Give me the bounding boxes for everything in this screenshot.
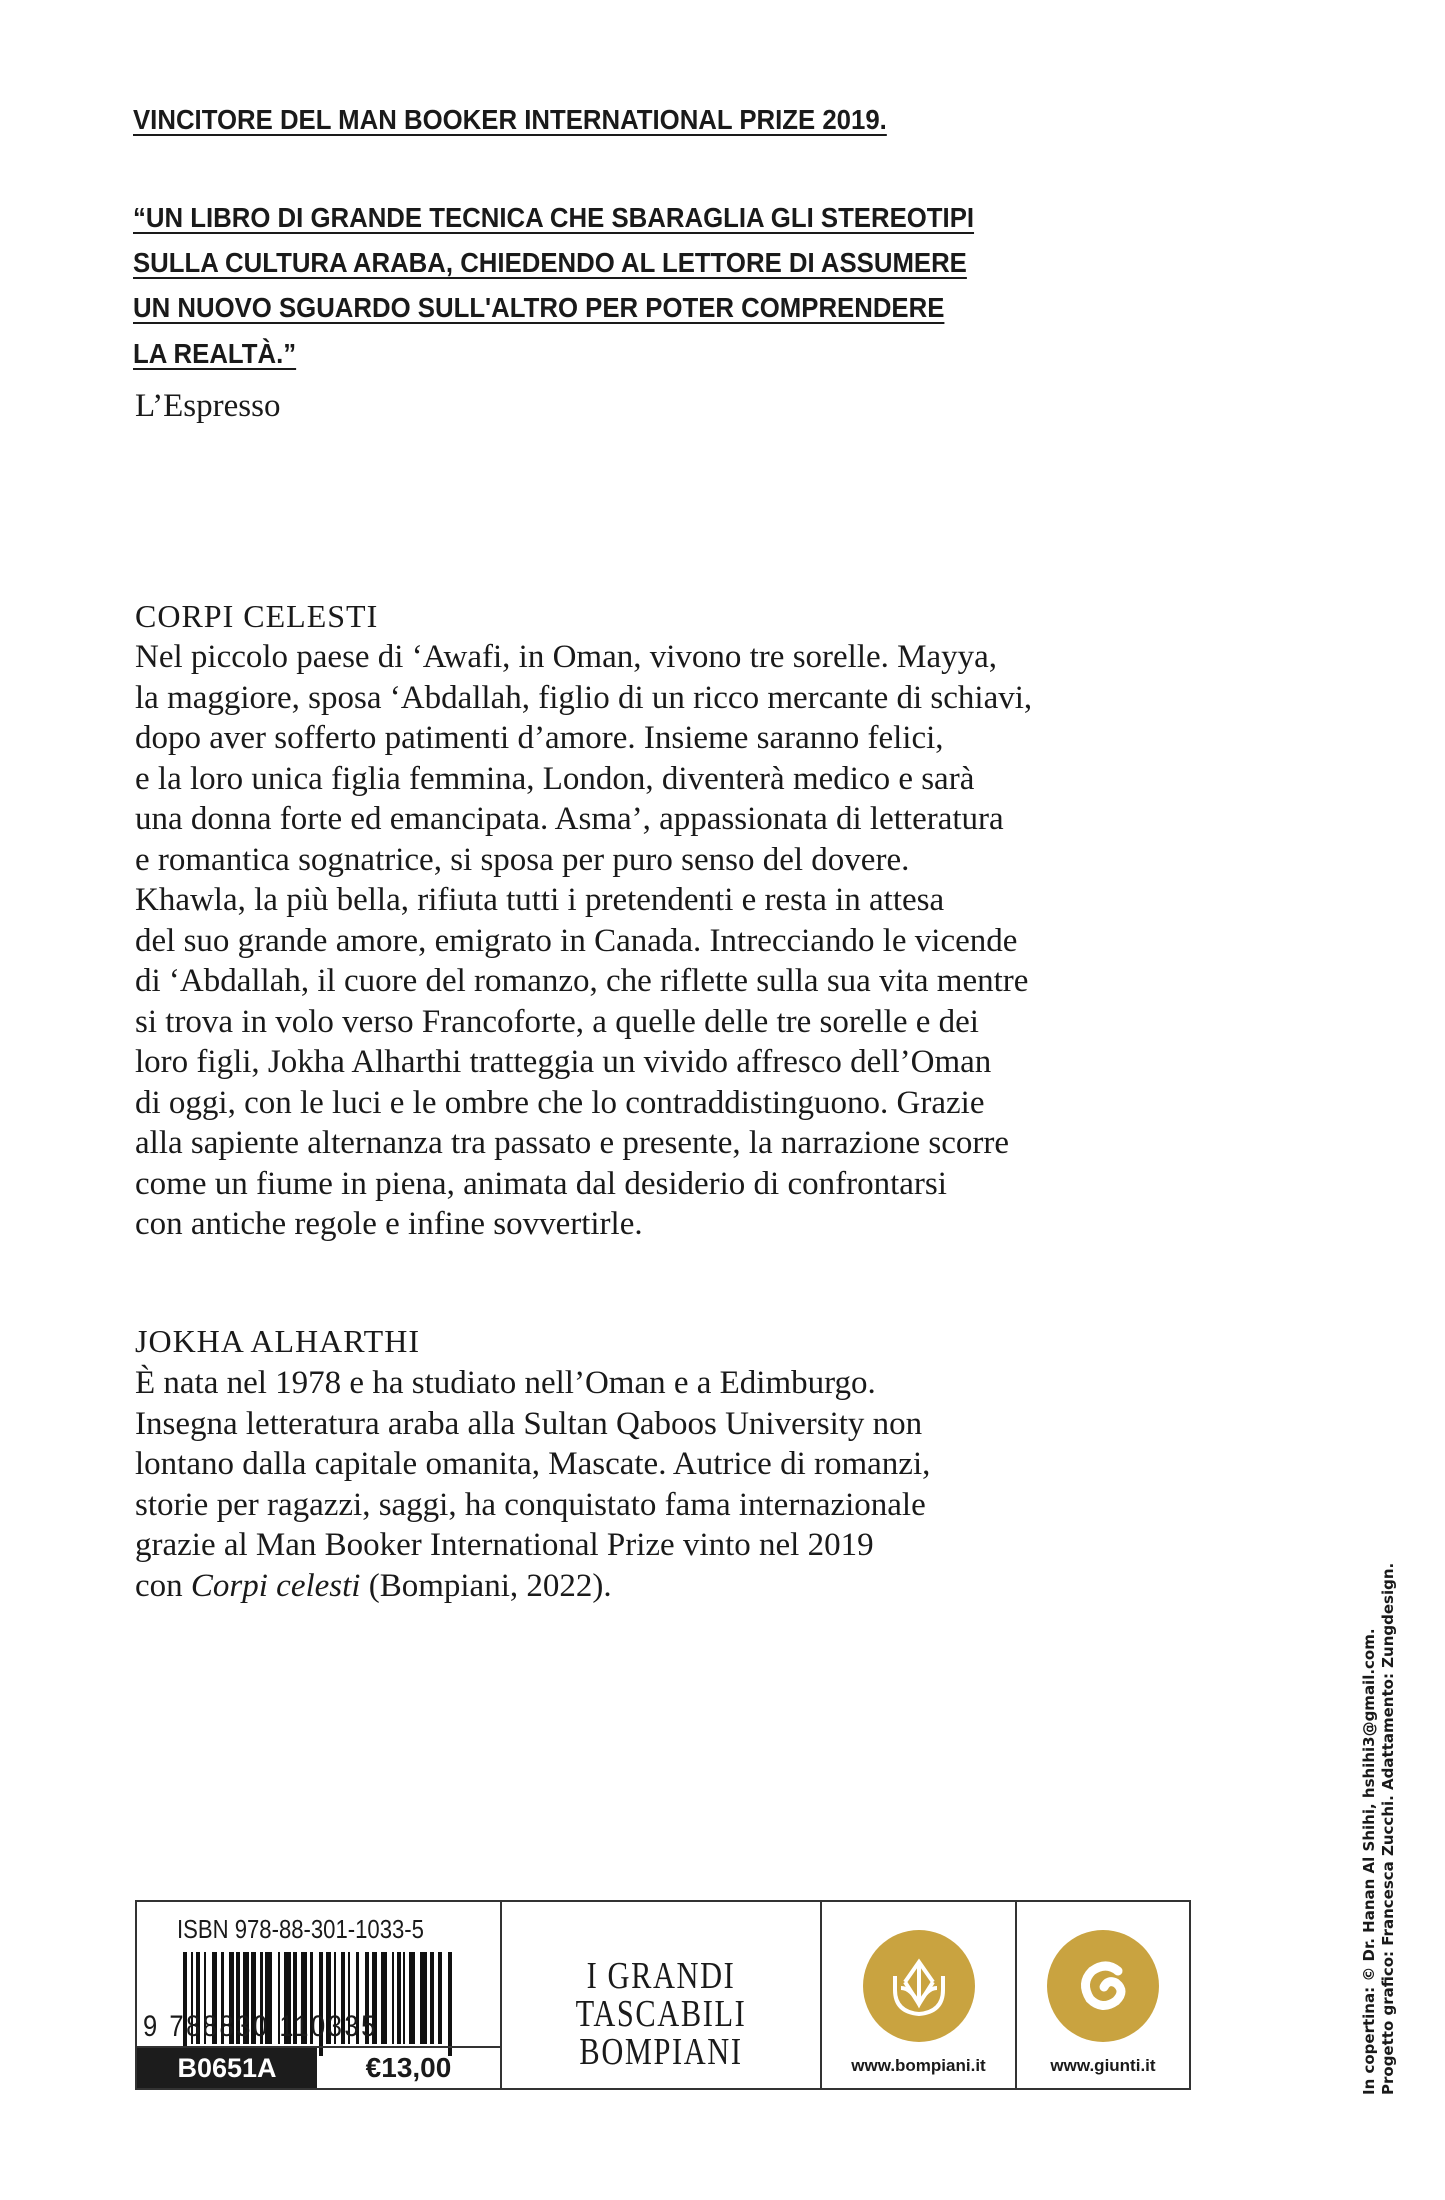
price-row	[137, 2046, 500, 2088]
isbn: ISBN 978-88-301-1033-5	[177, 1914, 424, 1944]
series-line: BOMPIANI	[579, 2031, 743, 2073]
giunti-spiral-logo-icon	[1047, 1930, 1159, 2042]
bompiani-flower-logo-icon	[863, 1930, 975, 2042]
footer-box	[135, 1900, 1191, 2090]
barcode-bar	[403, 1952, 405, 2044]
text-line: e romantica sognatrice, si sposa per puro senso del dovere.	[135, 841, 910, 878]
text-line: È nata nel 1978 e ha studiato nell’Oman e a Edimburgo.	[135, 1365, 876, 1401]
text-line: di oggi, con le luci e le ombre che lo contraddistinguono. Grazie	[135, 1084, 985, 1121]
text-line: del suo grande amore, emigrato in Canada. Intrecciando le vicende	[135, 922, 1018, 959]
price: €13,00	[365, 2052, 452, 2083]
credits-line: Progetto grafico: Francesca Zucchi. Adattamento: Zungdesign.	[1379, 1562, 1397, 2095]
text-line: e la loro unica figlia femmina, London, diventerà medico e sarà	[135, 760, 975, 797]
text-fragment: con	[135, 1567, 191, 1604]
bompiani-panel	[822, 1902, 1017, 2088]
barcode-bar	[448, 1952, 452, 2056]
text-line: si trova in volo verso Francoforte, a quelle delle tre sorelle e dei	[135, 1003, 979, 1040]
book-title: Corpi celesti	[190, 1567, 361, 1604]
text-line: loro figli, Jokha Alharthi tratteggia un vivido affresco dell’Oman	[135, 1044, 992, 1080]
prize-headline: VINCITORE DEL MAN BOOKER INTERNATIONAL PRIZE 2019.	[133, 104, 887, 135]
text-line: Insegna letteratura araba alla Sultan Qaboos University non	[135, 1405, 923, 1442]
text-line: dopo aver sofferto patimenti d’amore. Insieme saranno felici,	[135, 720, 944, 756]
bompiani-url[interactable]: www.bompiani.it	[851, 2056, 986, 2075]
quote-source: L’Espresso	[135, 388, 281, 424]
series-line: TASCABILI	[575, 1993, 747, 2035]
barcode-bar	[392, 1952, 394, 2044]
barcode-panel	[137, 1902, 502, 2088]
synopsis-title: CORPI CELESTI	[135, 598, 379, 634]
cover-credits	[1360, 1563, 1398, 2095]
series-line: I GRANDI	[586, 1955, 736, 1997]
quote-line: LA REALTÀ.”	[133, 338, 297, 369]
author-title: JOKHA ALHARTHI	[135, 1323, 420, 1359]
text-line: come un fiume in piena, animata dal desiderio di confrontarsi	[135, 1165, 947, 1202]
text-line	[135, 1566, 930, 1607]
text-line: Khawla, la più bella, rifiuta tutti i pretendenti e resta in attesa	[135, 882, 945, 918]
giunti-url[interactable]: www.giunti.it	[1050, 2056, 1156, 2075]
series-panel	[502, 1902, 822, 2088]
barcode-bar	[438, 1952, 442, 2044]
text-line: Nel piccolo paese di ‘Awafi, in Oman, vivono tre sorelle. Mayya,	[135, 639, 998, 675]
barcode-bar	[409, 1952, 415, 2044]
barcode-digits: 9 788830 110335	[143, 2010, 378, 2043]
text-fragment: (Bompiani, 2022).	[360, 1567, 612, 1604]
quote-line: “UN LIBRO DI GRANDE TECNICA CHE SBARAGLIA GLI STEREOTIPI	[133, 202, 975, 233]
synopsis-text	[135, 637, 1032, 1245]
credits-line: In copertina: © Dr. Hanan Al Shihi, hshihi3@gmail.com.	[1360, 1628, 1378, 2095]
quote-line: SULLA CULTURA ARABA, CHIEDENDO AL LETTORE DI ASSUMERE	[133, 247, 967, 278]
text-line: alla sapiente alternanza tra passato e presente, la narrazione scorre	[135, 1125, 1010, 1161]
text-line: storie per ragazzi, saggi, ha conquistato fama internazionale	[135, 1486, 926, 1523]
text-line: una donna forte ed emancipata. Asma’, appassionata di letteratura	[135, 801, 1004, 837]
text-line: di ‘Abdallah, il cuore del romanzo, che riflette sulla sua vita mentre	[135, 963, 1029, 999]
giunti-panel	[1017, 1902, 1189, 2088]
text-line: la maggiore, sposa ‘Abdallah, figlio di un ricco mercante di schiavi,	[135, 679, 1033, 716]
text-line: con antiche regole e infine sovvertirle.	[135, 1206, 643, 1242]
barcode-bar	[381, 1952, 387, 2044]
text-line: grazie al Man Booker International Prize vinto nel 2019	[135, 1527, 874, 1563]
quote-line: UN NUOVO SGUARDO SULL'ALTRO PER POTER COMPRENDERE	[133, 292, 945, 323]
barcode-bar	[420, 1952, 427, 2044]
series-logo	[534, 1957, 788, 2071]
barcode-bar	[397, 1952, 401, 2044]
text-line: lontano dalla capitale omanita, Mascate. Autrice di romanzi,	[135, 1446, 931, 1482]
author-bio	[135, 1363, 930, 1606]
product-code: B0651A	[137, 2048, 317, 2088]
barcode-bar	[430, 1952, 434, 2044]
